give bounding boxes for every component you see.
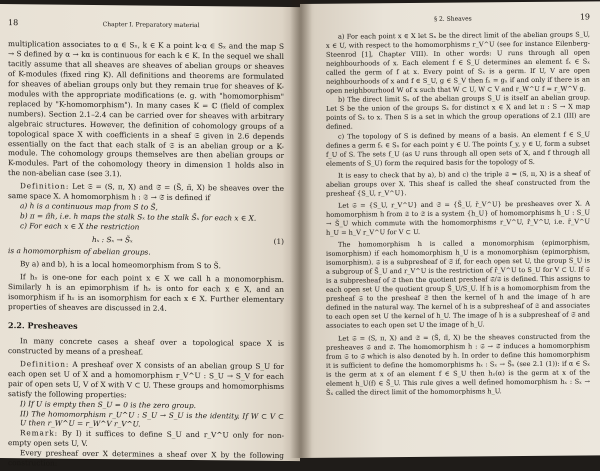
paragraph: By a) and b), h is a local homeomorphism from S to S̃. [20, 259, 222, 271]
right-running-title: § 2. Sheaves [434, 15, 472, 23]
paragraph: multiplication associates to α ∈ Sₓ, k ∈ K a point k·α ∈ Sₓ and the map S → S defined by α → kα is continuous for each k ∈ K. In the sequel we shall tacitly assume that all sheaves are sheaves of abelian groups or sheaves of K-modules (fixed ring K). All definitions and theorems are formulated for sheaves of abelian groups only but they remain true for sheaves of K-modules with the appropriate modifications (e. g. with "homomorphism" replaced by "K-homomorphism"). In many cases K = ℂ (field of complex numbers). Section 2.1–2.4 can be carried over for sheaves with arbitrary algebraic structures. However, the definition of cohomology groups of a topological space X with coefficients in a sheaf 𝔖 given in 2.6 depends essentially on the fact that each stalk of 𝔖 is an abelian group or a K-module. The cohomology groups themselves are then abelian groups or K-modules. Part of the cohomology theory in dimension 1 holds also in the non-abelian case (see 3.1). [8, 39, 284, 179]
after-equation-text: is a homomorphism of abelian groups. [8, 246, 151, 257]
definition-label: Definition: [20, 181, 70, 192]
right-page-number: 19 [579, 12, 590, 22]
paragraph-a: a) For each point x ∈ X let Sₓ be the direct limit of the abelian groups S_U, x ∈ U, with respect to the homomorphisms r_V^U (see for instance Eilenberg-Steenrod [1], Chapter VIII). In other words: U runs through all open neighbourhoods of x. Each element f ∈ S_U determines an element fₓ ∈ Sₓ called the germ of f at x. Every point of Sₓ is a germ. If U, V are open neighbourhoods of x and f ∈ S_U, g ∈ S_V then fₓ = gₓ if and only if there is an open neighbourhood W of x such that W ⊂ U, W ⊂ V and r_W^U f = r_W^V g. [326, 30, 590, 96]
left-page-number: 18 [8, 18, 19, 28]
right-page [300, 1, 600, 458]
paragraph: Every presheaf over X determines a sheaf over X by the following construction: [8, 448, 284, 468]
section-heading: 2.2. Presheaves [8, 319, 78, 331]
right-running-head [326, 12, 590, 23]
left-page [0, 4, 300, 468]
property-2: II) The homomorphism r_U^U : S_U → S_U is the identity. If W ⊂ V ⊂ U then r_W^U = r_W^V r_V^U. [20, 408, 284, 429]
equation-number: (1) [273, 236, 284, 247]
definition-label: Definition: [20, 358, 70, 369]
paragraph: In many concrete cases a sheaf over a topological space X is constructed by means of a presheaf. [8, 336, 284, 357]
condition-b: b) π = π̃h, i.e. h maps the stalk Sₓ to the stalk S̃ₓ for each x ∈ X. [20, 211, 257, 223]
remark-label: Remark: [20, 428, 58, 439]
left-running-head [8, 18, 284, 30]
paragraph: Let 𝔖 = (S, π, X) and 𝔖̃ = (S̃, π̃, X) be the sheaves constructed from the presheaves 𝔖 and 𝔖̃. The homomorphism h : 𝔖 → 𝔖̃ induces a homomorphism from 𝔖 to 𝔖̃ which is also denoted by h. In order to define this homomorphism it is sufficient to define the homomorphisms hₓ : Sₓ → S̃ₓ (see 2.1 (1)): if α ∈ Sₓ is the germ at x of an element f ∈ S_U then hₓ(α) is the germ at x of the element h_U(f) ∈ S̃_U. This rule gives a well defined homomorphism hₓ : Sₓ → S̃ₓ called the direct limit of the homomorphisms h_U. [326, 331, 590, 397]
paragraph: Let 𝔖 = {S_U, r_V^U} and 𝔖̃ = {S̃_U, r̃_V^U} be presheaves over X. A homomorphism h from 𝔖 to 𝔖̃ is a system {h_U} of homomorphisms h_U : S_U → S̃_U which commute with the homomorphisms r_V^U, r̃_V^U, i.e. r̃_V^U h_U = h_V r_V^U for V ⊂ U. [326, 199, 590, 237]
definition-presheaf [8, 359, 284, 402]
paragraph-c: c) The topology of S is defined by means of a basis. An element f ∈ S_U defines a germ fₓ ∈ Sₓ for each point y ∈ U. The points f_y, y ∈ U, form a subset f_U of S. The sets f_U (as U runs through all open sets of X, and f through all elements of S_U) form the required basis for the topology of S. [326, 129, 590, 168]
equation-text: hₓ : Sₓ → S̃ₓ [92, 235, 133, 245]
left-running-title: Chapter I. Preparatory material [102, 21, 200, 30]
condition-a: a) h is a continuous map from S to S̃, [20, 201, 158, 212]
definition-text: A presheaf over X consists of an abelian group S_U for each open set U of X and a homomorphism r_V^U : S_U → S_V for each pair of open sets U, V of X with V ⊂ U. These groups and homomorphisms satisfy the following properties: [8, 359, 284, 399]
equation-1 [8, 233, 284, 247]
definition-text: Let 𝔖 = (S, π, X) and 𝔖̃ = (S̃, π̃, X) be sheaves over the same space X. A homomorphism h : 𝔖 → 𝔖̃ is defined if [8, 182, 284, 203]
remark-text: By I) it suffices to define S_U and r_V^U only for non-empty open sets U, V. [8, 429, 284, 449]
condition-c: c) For each x ∈ X the restriction [20, 221, 140, 232]
paragraph: The homomorphism h is called a monomorphism (epimorphism, isomorphism) if each homomorphism h_U is a monomorphism (epimorphism, isomorphism). 𝔖 is a subpresheaf of 𝔖̃ if, for each open set U, the group S_U is a subgroup of S̃_U and r_V^U is the restriction of r̃_V^U to S_U for V ⊂ U. If 𝔖 is a subpresheaf of 𝔖̃ then the quotient presheaf 𝔖̃/𝔖 is defined. This assigns to each open set U the quotient group S̃_U/S_U. If h is a homomorphism from the presheaf 𝔖 to the presheaf 𝔖̃ then the kernel of h and the image of h are defined in the natural way. The kernel of h is a subpresheaf of 𝔖 and associates to each open set U the kernel of h_U. The image of h is a subpresheaf of 𝔖̃ and associates to each open set U the image of h_U. [326, 238, 590, 331]
paragraph-b: b) The direct limit Sₓ of the abelian groups S_U is itself an abelian group. Let S be the union of the groups Sₓ for distinct x ∈ X and let π : S → X map points of Sₓ to x. Then S is a set in which the group operations of 2.1 (III) are defined. [326, 93, 590, 132]
property-1: I) If U is empty then S_U = 0 is the zero group. [20, 398, 196, 410]
paragraph: It is easy to check that by a), b) and c) the triple 𝔖 = (S, π, X) is a sheaf of abelian groups over X. This sheaf is called the sheaf constructed from the presheaf {S_U, r_V^U}. [326, 169, 590, 198]
paragraph: If hₓ is one-one for each point x ∈ X we call h a monomorphism. Similarly h is an epimorphism if hₓ is onto for each x ∈ X, and an isomorphism if hₓ is an isomorphism for each x ∈ X. Further elementary properties of sheaves are discussed in 2.4. [8, 272, 284, 313]
